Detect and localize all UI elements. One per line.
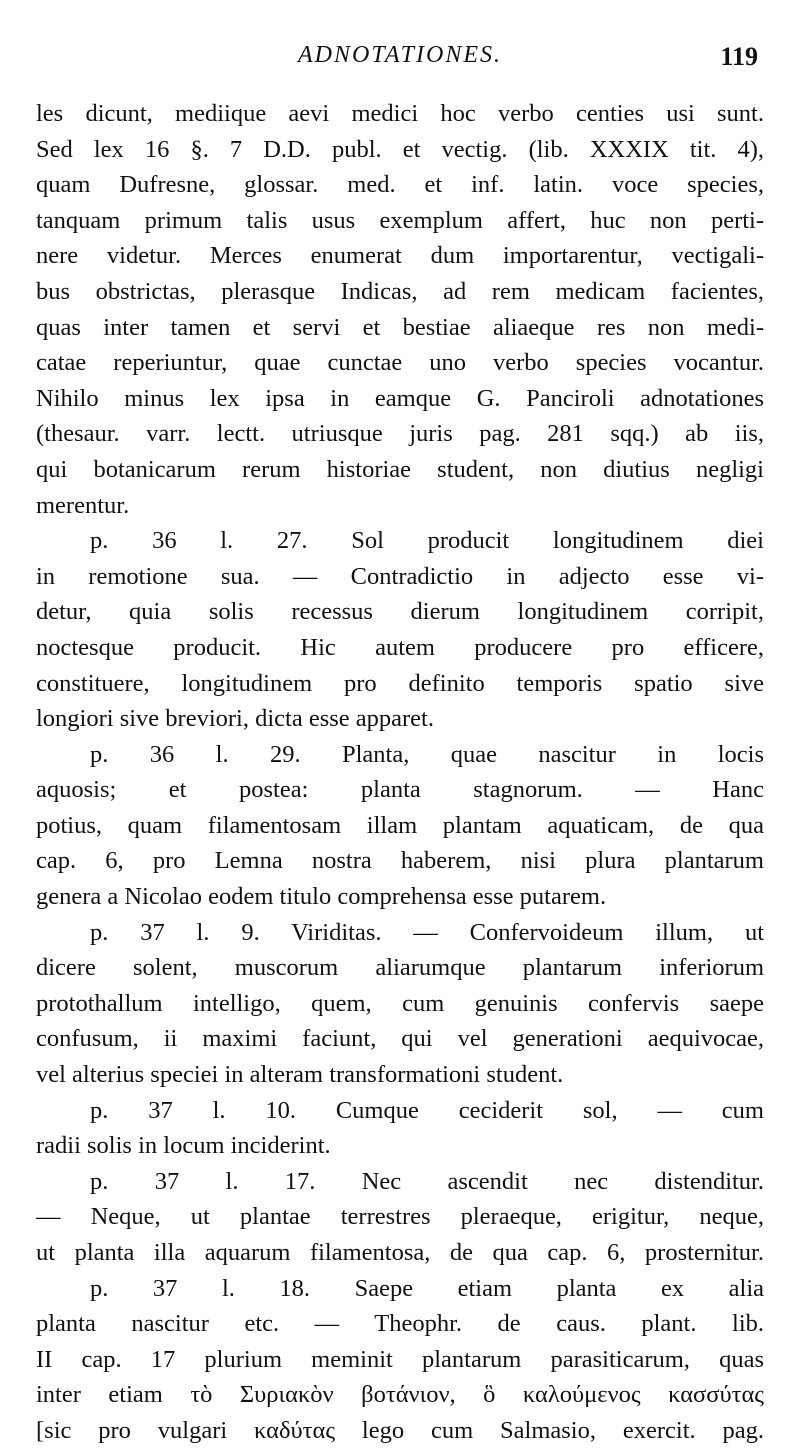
running-header [36, 42, 764, 82]
text-line: noctesque producit. Hic autem producere pro efficere, [36, 633, 764, 661]
text-line: bus obstrictas, plerasque Indicas, ad rem medicam facientes, [36, 277, 764, 305]
text-line: quam Dufresne, glossar. med. et inf. latin. voce species, [36, 171, 764, 199]
text-line: detur, quia solis recessus dierum longitudinem corripit, [36, 598, 764, 626]
text-line: cap. 6, pro Lemna nostra haberem, nisi plura plantarum [36, 847, 764, 875]
text-line: les dicunt, mediique aevi medici hoc verbo centies usi sunt. [36, 100, 764, 127]
text-line: longiori sive breviori, dicta esse apparet. [36, 705, 434, 733]
note-heading: p. 36 l. 29. Planta, quae nascitur in locis [90, 740, 764, 768]
note-heading: p. 37 l. 10. Cumque ceciderit sol, — cum [90, 1096, 764, 1124]
body-text [36, 96, 764, 1449]
note-heading: p. 36 l. 27. Sol producit longitudinem diei [90, 527, 764, 555]
text-line: protothallum intelligo, quem, cum genuinis confervis saepe [36, 989, 764, 1017]
text-line: ut planta illa aquarum filamentosa, de qua cap. 6, prosternitur. [36, 1239, 764, 1266]
note-heading: p. 37 l. 17. Nec ascendit nec distenditur. [90, 1167, 764, 1195]
text-line: Nihilo minus lex ipsa in eamque G. Panciroli adnotationes [36, 384, 764, 412]
text-line: [sic pro vulgari καδύτας lego cum Salmasio, exercit. pag. [36, 1416, 764, 1444]
text-line: potius, quam filamentosam illam plantam aquaticam, de qua [36, 811, 764, 839]
text-line: — Neque, ut plantae terrestres pleraeque, erigitur, neque, [36, 1203, 764, 1231]
text-line: catae reperiuntur, quae cunctae uno verbo species vocantur. [36, 349, 764, 377]
page-number: 119 [720, 42, 758, 71]
text-line: dicere solent, muscorum aliarumque plantarum inferiorum [36, 954, 764, 982]
text-line: II cap. 17 plurium meminit plantarum parasiticarum, quas [36, 1345, 764, 1373]
text-line: nere videtur. Merces enumerat dum importarentur, vectigali- [36, 242, 764, 270]
text-line: aquosis; et postea: planta stagnorum. — Hanc [36, 776, 764, 804]
note-heading: p. 37 l. 18. Saepe etiam planta ex alia [90, 1274, 764, 1302]
text-line: genera a Nicolao eodem titulo comprehensa esse putarem. [36, 883, 607, 911]
text-line: confusum, ii maximi faciunt, qui vel generationi aequivocae, [36, 1025, 764, 1053]
text-line: tanquam primum talis usus exemplum affert, huc non perti- [36, 206, 764, 234]
text-line: quas inter tamen et servi et bestiae aliaeque res non medi- [36, 313, 764, 341]
text-line: planta nascitur etc. — Theophr. de caus. plant. lib. [36, 1310, 764, 1338]
text-line: Sed lex 16 §. 7 D.D. publ. et vectig. (lib. XXXIX tit. 4), [36, 135, 764, 163]
text-line: constituere, longitudinem pro definito temporis spatio sive [36, 669, 764, 697]
text-line: in remotione sua. — Contradictio in adjecto esse vi- [36, 562, 764, 590]
text-line: (thesaur. varr. lectt. utriusque juris pag. 281 sqq.) ab iis, [36, 420, 764, 448]
text-line: qui botanicarum rerum historiae student, non diutius negligi [36, 455, 764, 483]
text-line: inter etiam τὸ Συριακὸν βοτάνιον, ὃ καλούμενος κασσύτας [36, 1381, 764, 1409]
text-line: merentur. [36, 491, 130, 519]
text-line: radii solis in locum inciderint. [36, 1132, 331, 1160]
running-title: ADNOTATIONES. [297, 42, 502, 68]
note-heading: p. 37 l. 9. Viriditas. — Confervoideum illum, ut [90, 918, 764, 946]
text-line: vel alterius speciei in alteram transformationi student. [36, 1061, 564, 1089]
